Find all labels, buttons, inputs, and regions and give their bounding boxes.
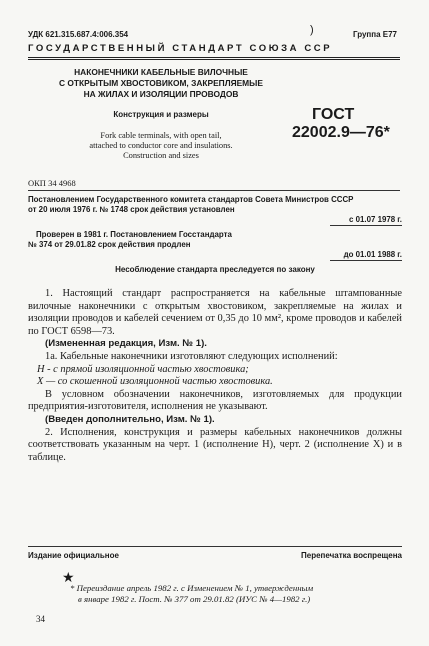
- resolution-line-1: Постановлением Государственного комитета стандартов Совета Министров СССР: [28, 195, 354, 204]
- footer-rule: [28, 546, 402, 547]
- extended-date-underline: [330, 260, 402, 261]
- resolution-line-2: от 20 июля 1976 г. № 1748 срок действия установлен: [28, 205, 235, 214]
- header-rule-bottom: [28, 59, 400, 60]
- footnote: [70, 583, 400, 605]
- footnote-line-2: в январе 1982 г. Пост. № 377 от 29.01.82 (ИУС № 4—1982 г.): [78, 594, 311, 604]
- resolution-line-3: Проверен в 1981 г. Постановлением Госстандарта: [36, 230, 232, 239]
- page-number: 34: [36, 614, 45, 624]
- reprint-prohibited: Перепечатка воспрещена: [301, 551, 402, 560]
- resolution-line-4: № 374 от 29.01.82 срок действия продлен: [28, 240, 191, 249]
- gost-number: 22002.9—76*: [292, 124, 390, 141]
- effective-date-underline: [330, 225, 402, 226]
- state-standard-banner: ГОСУДАРСТВЕННЫЙ СТАНДАРТ СОЮЗА ССР: [28, 43, 333, 54]
- star-icon: ★: [62, 571, 75, 586]
- udc-code: УДК 621.315.687.4:006.354: [28, 30, 129, 39]
- paragraph-1: 1. Настоящий стандарт распространяется на кабельные штампованные вилочные наконечники с открытым хвостовиком, закрепляемые на жилах и изоляции проводов и кабелей сечением от 0,35 до 10 мм², кроме проводов и кабелей по ГОСТ 6598—73.: [28, 288, 402, 337]
- english-title: [50, 131, 272, 161]
- paragraph-2: 2. Исполнения, конструкция и размеры кабельных наконечников должны соответствовать указанным на черт. 1 (исполнение Н), черт. 2 (исполнение Х) и в таблице.: [28, 426, 402, 463]
- extended-date: до 01.01 1988 г.: [343, 250, 402, 259]
- english-title-line-2: attached to conductor core and insulations.: [89, 141, 233, 150]
- main-text: [28, 288, 402, 464]
- okp-code: ОКП 34 4968: [28, 178, 76, 188]
- document-title: [50, 67, 272, 100]
- document-subtitle: Конструкция и размеры: [113, 110, 209, 119]
- english-title-line-1: Fork cable terminals, with open tail,: [100, 131, 222, 140]
- paragraph-1-note: (Измененная редакция, Изм. № 1).: [45, 338, 207, 350]
- title-line-3: НА ЖИЛАХ И ИЗОЛЯЦИИ ПРОВОДОВ: [83, 89, 239, 99]
- margin-mark: ): [310, 24, 314, 36]
- variant-x: Х — со скошенной изоляционной частью хвостовика.: [37, 376, 273, 388]
- footnote-line-1: * Переиздание апрель 1982 г. с Изменением № 1, утвержденным: [70, 583, 314, 593]
- variant-h: Н - с прямой изоляционной частью хвостовика;: [37, 363, 249, 375]
- legal-warning: Несоблюдение стандарта преследуется по закону: [115, 265, 315, 274]
- paragraph-designation: В условном обозначении наконечников, изготовляемых для продукции предприятия-изготовителя, исполнения не указывают.: [28, 388, 402, 413]
- effective-date: с 01.07 1978 г.: [349, 215, 402, 224]
- english-title-line-3: Construction and sizes: [123, 151, 199, 160]
- paragraph-designation-note: (Введен дополнительно, Изм. № 1).: [45, 413, 215, 425]
- official-edition: Издание официальное: [28, 551, 119, 560]
- paragraph-1a: 1а. Кабельные наконечники изготовляют следующих исполнений:: [45, 350, 338, 362]
- header-rule-top: [28, 57, 400, 58]
- gost-label: ГОСТ: [312, 106, 355, 123]
- title-line-2: С ОТКРЫТЫМ ХВОСТОВИКОМ, ЗАКРЕПЛЯЕМЫЕ: [59, 78, 263, 88]
- group-code: Группа Е77: [352, 30, 397, 39]
- title-line-1: НАКОНЕЧНИКИ КАБЕЛЬНЫЕ ВИЛОЧНЫЕ: [74, 67, 248, 77]
- okp-rule: [28, 190, 400, 191]
